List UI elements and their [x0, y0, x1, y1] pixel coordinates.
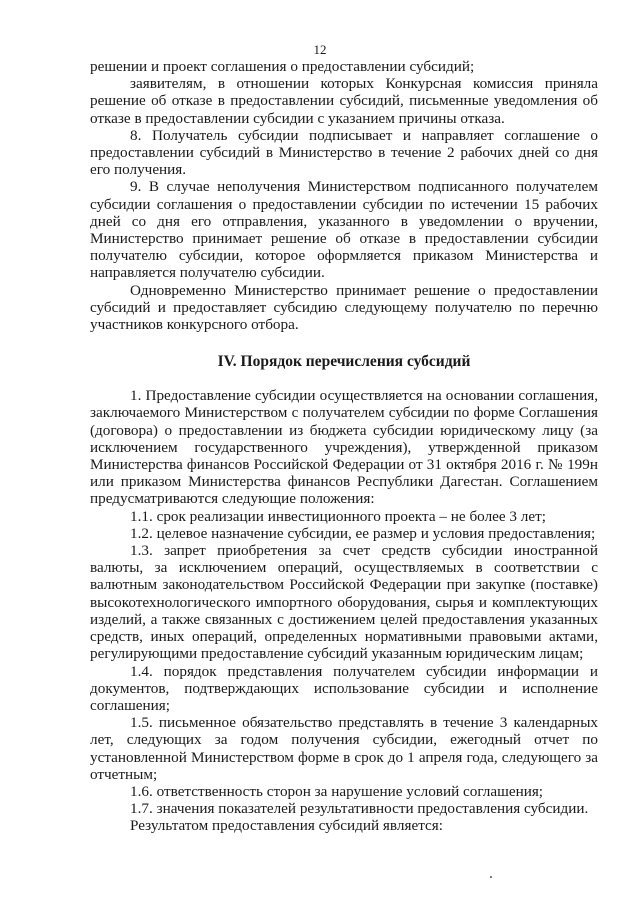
paragraph-result: Результатом предоставления субсидий является:	[130, 817, 443, 835]
paragraph-1-4: 1.4. порядок представления получателем субсидии информации и документов, подтверждающих использование субсидии и исполнение соглашения;	[90, 662, 598, 714]
page-number: 12	[313, 42, 327, 57]
paragraph-1-2: 1.2. целевое назначение субсидии, ее размер и условия предоставления;	[130, 524, 596, 542]
paragraph-1-5: 1.5. письменное обязательство представлять в течение 3 календарных лет, следующих за годом получения субсидии, ежегодный отчет по установленной Министерством форме в срок до 1 апреля года, следующего за отчетным;	[90, 714, 598, 783]
paragraph-1-7: 1.7. значения показателей результативности предоставления субсидии.	[130, 800, 589, 818]
paragraph-1-6: 1.6. ответственность сторон за нарушение условий соглашения;	[130, 782, 544, 800]
document-body	[90, 58, 598, 835]
paragraph-1-1: 1.1. срок реализации инвестиционного проекта – не более 3 лет;	[130, 507, 546, 525]
scan-speck	[490, 876, 492, 878]
section-heading: IV. Порядок перечисления субсидий	[217, 353, 471, 371]
paragraph-item-8: 8. Получатель субсидии подписывает и направляет соглашение о предоставлении субсидий в Министерство в течение 2 рабочих дней со дня его получения.	[90, 126, 598, 179]
paragraph-continuation: решении и проект соглашения о предоставлении субсидий;	[90, 58, 475, 75]
paragraph-item-9: 9. В случае неполучения Министерством подписанного получателем субсидии соглашения о предоставлении субсидии по истечении 15 рабочих дней со дня его отправления, указанного в уведомлении о вручении, Министерство принимает решение об отказе в предоставлении субсидии получателю субсидии, которое оформляется приказом Министерства и направляется получателю субсидии.	[90, 178, 598, 282]
paragraph-section-1: 1. Предоставление субсидии осуществляется на основании соглашения, заключаемого Министерством с получателем субсидии по форме Соглашения (договора) о предоставлении из бюджета субсидии юридическому лицу (за исключением государственного учреждения), утвержденной приказом Министерства финансов Российской Федерации от 31 октября 2016 г. № 199н или приказом Министерства финансов Республики Дагестан. Соглашением предусматриваются следующие положения:	[90, 387, 598, 508]
paragraph-1-3: 1.3. запрет приобретения за счет средств субсидии иностранной валюты, за исключением операций, осуществляемых в соответствии с валютным законодательством Российской Федерации при закупке (поставке) высокотехнологического импортного оборудования, сырья и комплектующих изделий, а также связанных с достижением целей предоставления указанных средств, иных операций, определенных нормативными правовыми актами, регулирующими предоставление субсидий указанным юридическим лицам;	[90, 542, 598, 663]
paragraph-applicants-refusal: заявителям, в отношении которых Конкурсная комиссия приняла решение об отказе в предоставлении субсидий, письменные уведомления об отказе в предоставлении субсидии с указанием причины отказа.	[90, 75, 598, 127]
paragraph-simultaneously: Одновременно Министерство принимает решение о предоставлении субсидий и предоставляет субсидию следующему получателю по перечню участников конкурсного отбора.	[90, 281, 598, 334]
